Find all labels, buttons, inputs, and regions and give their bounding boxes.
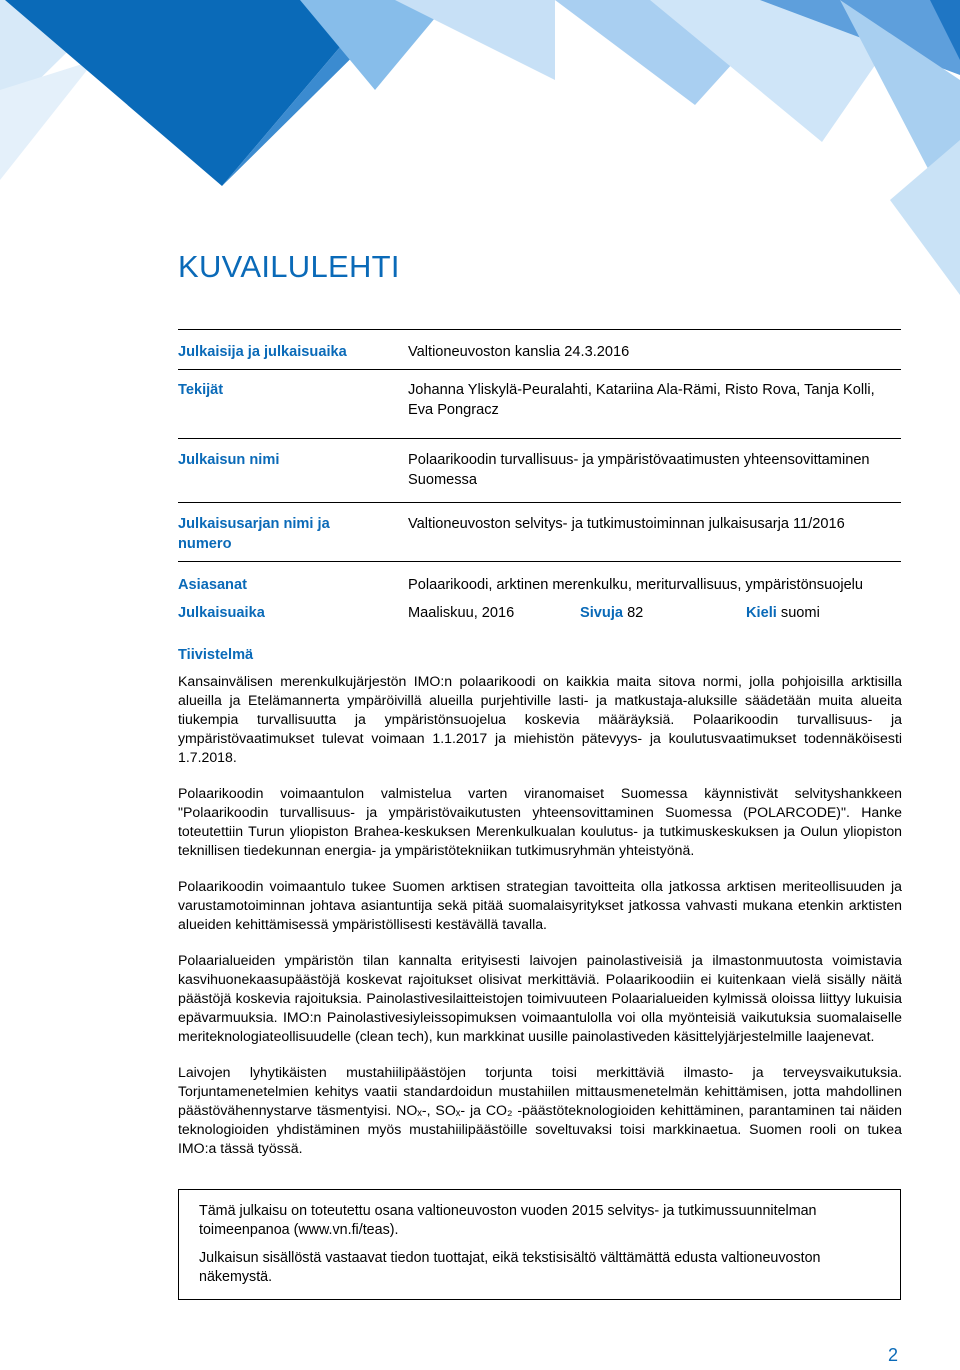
abstract-paragraph: Laivojen lyhytikäisten mustahiilipäästöjen torjunta toisi merkittäviä ilmasto- ja terveysvaikutuksia. Torjuntamenetelmien kehitys vaatii standardoidun mustahiilen mittausmenetelmän kehittämisen, jotta mahdollinen päästövähennystarve täsmentyisi. NOₓ-, SOₓ- ja CO₂ -päästöteknologioiden kehittäminen, parantaminen tai näiden teknologioiden yhdistäminen myös mustahiilipäästöille soveltuvaksi toisi markkinaetua. Suomen rooli on tukea IMO:a tässä työssä. bbox=[178, 1064, 902, 1156]
abstract-paragraph: Polaarialueiden ympäristön tilan kannalta erityisesti laivojen painolastiveisiä ja ilmastonmuutosta voimistavia kasvihuonekaasupäästöjä koskevat rajoitukset olisivat merkittäviä. Polaarikoodiin ei kuitenkaan vielä sisälly näitä päästöjä koskevia rajoituksia. Painolastivesilaitteistojen toimivuuteen Polaarialueiden kylmissä oloissa liittyy lukuisia epävarmuuksia. IMO:n Painolastivesiyleissopimuksen voimaantulolla voi olla myönteisiä vaikutuksia suomalaiselle meriteknologiateollisuudelle (clean tech), kun markkinat uusille painolastiveden käsittelyjärjestelmille laajenevat. bbox=[178, 952, 902, 1044]
series-row bbox=[178, 502, 901, 561]
disclaimer-text: Julkaisun sisällöstä vastaavat tiedon tuottajat, eikä tekstisisältö välttämättä edusta valtioneuvoston näkemystä. bbox=[199, 1250, 821, 1285]
metadata-table bbox=[178, 329, 901, 616]
keywords-value: Polaarikoodi, arktinen merenkulku, meriturvallisuus, ympäristönsuojelu bbox=[408, 577, 864, 593]
publisher-row bbox=[178, 329, 901, 369]
abstract-heading: Tiivistelmä bbox=[178, 647, 254, 663]
series-value: Valtioneuvoston selvitys- ja tutkimustoiminnan julkaisusarja 11/2016 bbox=[408, 516, 845, 532]
funding-notice-text: Tämä julkaisu on toteutettu osana valtioneuvoston vuoden 2015 selvitys- ja tutkimussuunnitelman toimeenpanoa (www.vn.fi/teas). bbox=[199, 1203, 817, 1238]
document-title: KUVAILULEHTI bbox=[178, 249, 400, 284]
publication-title-label: Julkaisun nimi bbox=[178, 452, 280, 468]
decorative-triangle-banner bbox=[0, 0, 960, 300]
publication-title-value: Polaarikoodin turvallisuus- ja ympäristövaatimusten yhteensovittaminen Suomessa bbox=[408, 452, 870, 488]
publisher-value: Valtioneuvoston kanslia 24.3.2016 bbox=[408, 344, 630, 360]
series-label: Julkaisusarjan nimi ja numero bbox=[178, 516, 330, 552]
abstract-paragraph: Kansainvälisen merenkulkujärjestön IMO:n polaarikoodi on kaikkia maita sitova normi, jolla pohjoisilla arktisilla alueilla ja Etelämannerta ympäröivillä alueilla purjehtiville lasti- ja matkustaja-aluksille säädetään muita alueita tiukempia turvallisuutta ja ympäristönsuojelua koskevia määräyksiä. Polaarikoodin turvallisuus- ja ympäristövaatimukset tulevat voimaan 1.1.2017 ja miehistön pätevyys- ja koulutusvaatimukset todennäköisesti 1.7.2018. bbox=[178, 673, 902, 765]
page-number: 2 bbox=[888, 1345, 899, 1365]
language-value: suomi bbox=[780, 605, 820, 621]
funding-notice-box bbox=[178, 1189, 901, 1300]
publication-date-label: Julkaisuaika bbox=[178, 605, 265, 621]
abstract-paragraph: Polaarikoodin voimaantulon valmistelua varten viranomaiset Suomessa käynnistivät selvityshankkeen "Polaarikoodin turvallisuus- ja ympäristövaikutusten yhteensovittaminen Suomessa (POLARCODE)". Hanke toteutettiin Turun yliopiston Brahea-keskuksen Merenkulkualan koulutus- ja tutkimuskeskuksen ja Oulun yliopiston teknillisen tiedekunnan energia- ja ympäristötekniikan tutkimusryhmän yhteistyönä. bbox=[178, 785, 902, 858]
abstract-body bbox=[178, 672, 902, 1175]
language-label: Kieli bbox=[746, 605, 777, 621]
authors-value: Johanna Yliskylä-Peuralahti, Katariina Ala-Rämi, Risto Rova, Tanja Kolli, Eva Pongracz bbox=[408, 382, 875, 418]
pages-value: 82 bbox=[627, 605, 644, 621]
abstract-paragraph: Polaarikoodin voimaantulo tukee Suomen arktisen strategian tavoitteita olla jatkossa arktisen meriteollisuuden ja varustamotoiminnan johtava asiantuntija sekä pitää suomalaisyritykset jatkossa vahvasti mukana etenkin arktisten alueiden kehittämisessä ympäristöllisesti kestävällä tavalla. bbox=[178, 878, 902, 932]
publication-title-row bbox=[178, 438, 901, 502]
pages-label: Sivuja bbox=[580, 605, 623, 621]
publication-info-row bbox=[178, 603, 901, 623]
authors-row bbox=[178, 369, 901, 438]
publisher-label: Julkaisija ja julkaisuaika bbox=[178, 344, 347, 360]
publication-date-value: Maaliskuu, 2016 bbox=[408, 605, 515, 621]
authors-label: Tekijät bbox=[178, 382, 224, 398]
keywords-label: Asiasanat bbox=[178, 577, 247, 593]
